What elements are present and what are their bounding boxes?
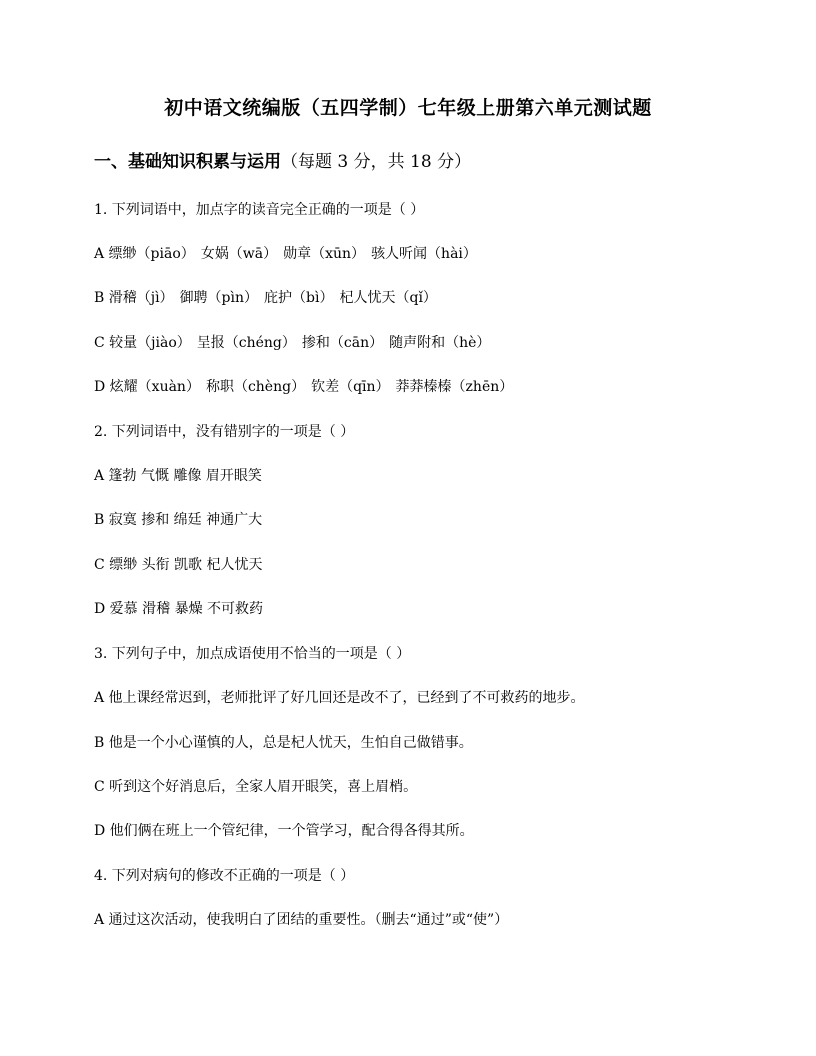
question-2-option-d: D 爱慕 滑稽 暴燥 不可救药 (94, 601, 264, 617)
section-heading-title: 一、基础知识积累与运用 (94, 152, 281, 172)
option-part: 随声附和（hè） (389, 335, 491, 351)
option-part: 杞人忧天（qǐ） (339, 290, 437, 306)
question-3-option-b: B 他是一个小心谨慎的人，总是杞人忧天，生怕自己做错事。 (94, 735, 473, 751)
question-2-option-b: B 寂寞 掺和 绵廷 神通广大 (94, 512, 263, 528)
question-2-option-c: C 缥缈 头衔 凯歌 杞人忧天 (94, 557, 263, 573)
document-title: 初中语文统编版（五四学制）七年级上册第六单元测试题 (164, 97, 652, 119)
option-part: C 较量（jiào） (94, 335, 191, 351)
question-3-stem: 3. 下列句子中，加点成语使用不恰当的一项是（ ） (94, 646, 411, 662)
option-part: B 滑稽（jì） (94, 290, 174, 306)
question-1-stem: 1. 下列词语中，加点字的读音完全正确的一项是（ ） (94, 202, 425, 218)
question-3-option-c: C 听到这个好消息后，全家人眉开眼笑，喜上眉梢。 (94, 779, 418, 795)
option-part: 庇护（bì） (264, 290, 334, 306)
option-part: 呈报（chéng） (196, 335, 296, 351)
section-heading-note: （每题 3 分，共 18 分） (281, 152, 472, 172)
option-part: 掺和（cān） (301, 335, 384, 351)
question-1-option-c (94, 333, 490, 353)
question-2-stem: 2. 下列词语中，没有错别字的一项是（ ） (94, 424, 355, 440)
option-part: 钦差（qīn） (311, 379, 390, 395)
option-part: 称职（chèng） (205, 379, 306, 395)
option-part: 骇人听闻（hài） (371, 246, 477, 262)
option-part: A 缥缈（piāo） (94, 246, 195, 262)
question-1-option-d (94, 377, 513, 397)
option-part: 女娲（wā） (200, 246, 278, 262)
option-part: 御聘（pìn） (179, 290, 259, 306)
question-3-option-d: D 他们俩在班上一个管纪律，一个管学习，配合得各得其所。 (94, 823, 474, 839)
option-part: 勋章（xūn） (283, 246, 366, 262)
question-4-stem: 4. 下列对病句的修改不正确的一项是（ ） (94, 868, 355, 884)
option-part: 莽莽榛榛（zhēn） (395, 379, 514, 395)
question-1-option-b (94, 288, 437, 308)
section-heading (94, 151, 471, 173)
question-2-option-a: A 篷勃 气慨 雕像 眉开眼笑 (94, 468, 262, 484)
option-part: D 炫耀（xuàn） (94, 379, 200, 395)
question-3-option-a: A 他上课经常迟到，老师批评了好几回还是改不了，已经到了不可救药的地步。 (94, 690, 585, 706)
question-1-option-a (94, 244, 477, 264)
question-4-option-a: A 通过这次活动，使我明白了团结的重要性。（删去“通过”或“使”） (94, 912, 509, 928)
